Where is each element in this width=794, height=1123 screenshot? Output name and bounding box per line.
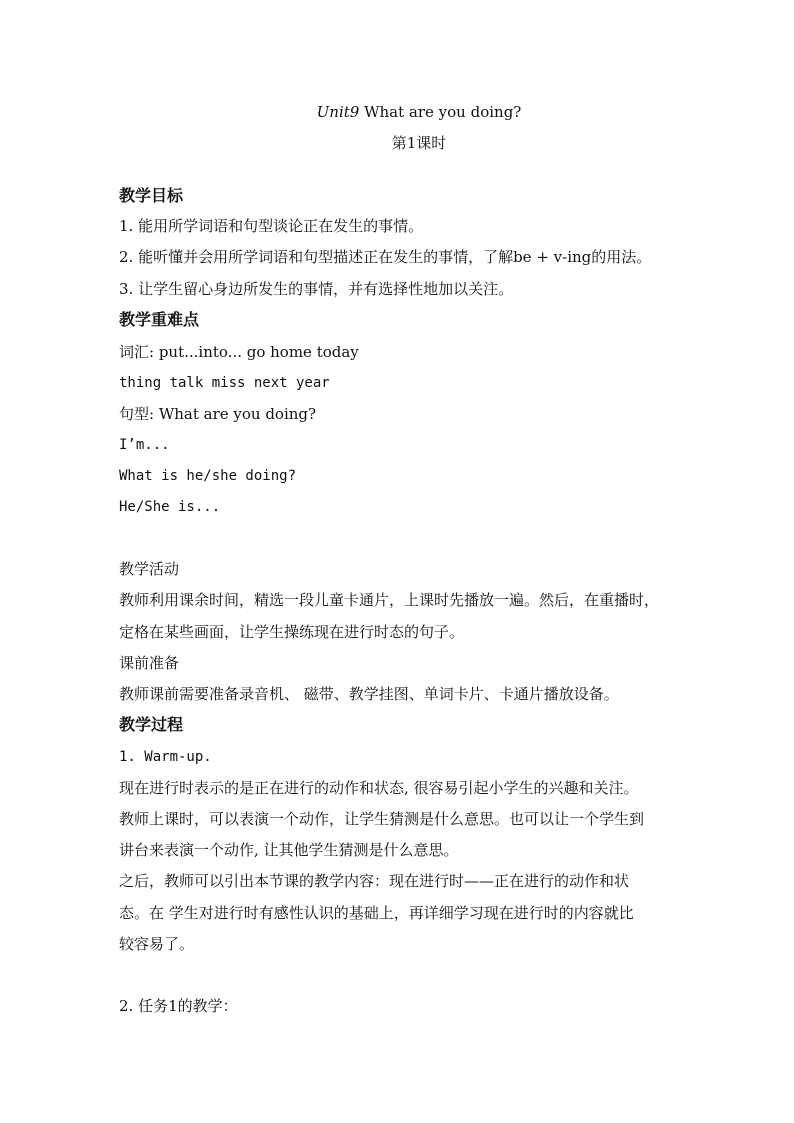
objective-item: 1. 能用所学词语和句型谈论正在发生的事情。 bbox=[119, 217, 424, 235]
title-text: What are you doing? bbox=[359, 103, 522, 121]
process-step-title: 1. Warm-up. bbox=[119, 749, 212, 765]
process-line: 教师上课时，可以表演一个动作，让学生猜测是什么意思。也可以让一个学生到 bbox=[119, 810, 645, 828]
process-line: 较容易了。 bbox=[119, 935, 195, 953]
document-subtitle: 第1课时 bbox=[391, 134, 447, 152]
activities-line: 定格在某些画面，让学生操练现在进行时态的句子。 bbox=[119, 623, 465, 641]
process-line: 态。在 学生对进行时有感性认识的基础上，再详细学习现在进行时的内容就比 bbox=[119, 904, 634, 922]
preparation-heading: 课前准备 bbox=[119, 654, 180, 672]
preparation-line: 教师课前需要准备录音机、 磁带、教学挂图、单词卡片、卡通片播放设备。 bbox=[119, 685, 619, 703]
process-line: 讲台来表演一个动作, 让其他学生猜测是什么意思。 bbox=[119, 841, 459, 859]
objectives-heading: 教学目标 bbox=[119, 186, 184, 205]
process-line: 现在进行时表示的是正在进行的动作和状态, 很容易引起小学生的兴趣和关注。 bbox=[119, 779, 639, 797]
key-point-line: What is he/she doing? bbox=[119, 468, 297, 484]
activities-line: 教师利用课余时间，精选一段儿童卡通片，上课时先播放一遍。然后，在重播时， bbox=[119, 591, 660, 609]
key-point-line: 词汇: put...into... go home today bbox=[119, 343, 359, 361]
key-point-line: 句型: What are you doing? bbox=[119, 405, 317, 423]
objective-item: 3. 让学生留心身边所发生的事情，并有选择性地加以关注。 bbox=[119, 280, 514, 298]
process-line: 之后，教师可以引出本节课的教学内容：现在进行时——正在进行的动作和状 bbox=[119, 872, 630, 890]
key-points-heading: 教学重难点 bbox=[119, 310, 200, 329]
process-step-title: 2. 任务1的教学： bbox=[119, 997, 238, 1015]
title-unit: Unit9 bbox=[316, 103, 360, 121]
document-title bbox=[119, 100, 719, 124]
objective-item: 2. 能听懂并会用所学词语和句型描述正在发生的事情，了解be + v-ing的用法。 bbox=[119, 248, 652, 266]
activities-heading: 教学活动 bbox=[119, 560, 180, 578]
key-point-line: He/She is... bbox=[119, 499, 221, 515]
process-heading: 教学过程 bbox=[119, 715, 184, 734]
key-point-line: thing talk miss next year bbox=[119, 375, 330, 391]
key-point-line: I’m... bbox=[119, 437, 170, 453]
